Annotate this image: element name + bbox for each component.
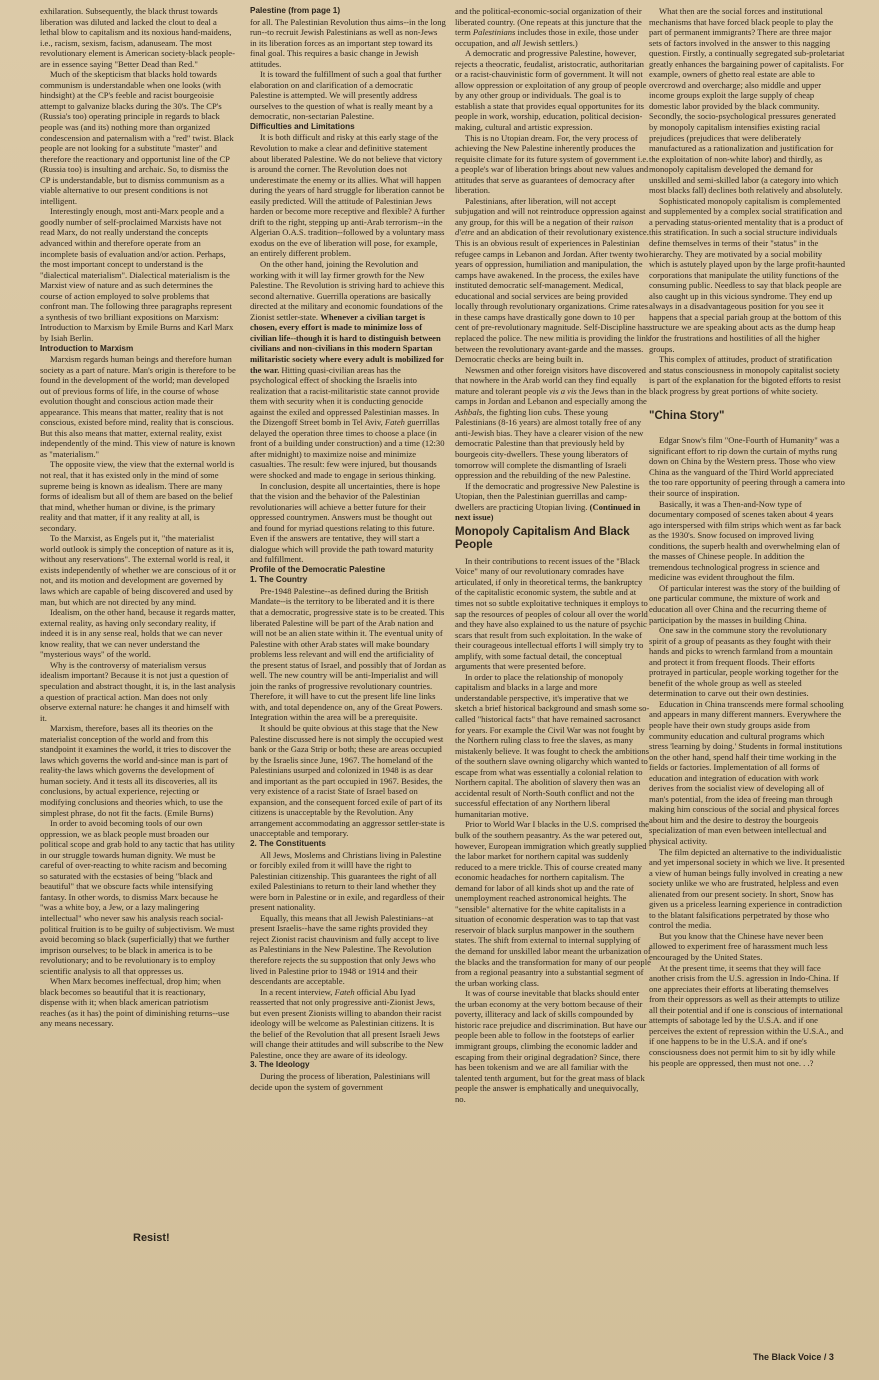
subheading-difficulties: Difficulties and Limitations <box>250 121 355 131</box>
italic-text-run: Palestinians <box>472 27 516 38</box>
paragraph: It was of course inevitable that blacks should enter the urban economy at the very bottom because of their poverty, illiteracy and lack of skills compounded by historic race prejudice and discrimination. But have our people been able to follow in the footsteps of earlier immigrant groups, climbing the economic ladder and escaping from their original degradation? Since, there has been tokenism and we are all familiar with the talented tenth argument, but for the great mass of black people the answer is emphatically and unequivocally, no. <box>455 988 647 1104</box>
text-run: Jewish settlers.) <box>520 37 578 48</box>
paragraph <box>250 259 446 480</box>
paragraph: Why is the controversy of materialism versus idealism important? Because it is not just a question of speculation and abstract thought, it is, in the last analysis a question of practical action. Man does not only observe external nature: he changes it and himself with it. <box>40 659 236 723</box>
paragraph: for all. The Palestinian Revolution thus aims--in the long run--to recruit Jewish Palestinians as well as non-Jews in its liberation forces as an important step toward its final goal. This requires a basic change in Jewish attitudes. <box>250 16 446 69</box>
paragraph: The opposite view, the view that the external world is not real, that it has existed only in the mind of some supreme being is known as idealism. There are many forms of idealism but all of them are based on the belief that mind, whether human or divine, is the primary reality and that matter, if it any reality at all, is secondary. <box>40 459 235 533</box>
paragraph: It is toward the fulfillment of such a goal that further elaboration on and clarification of a democratic Palestine is attempted. We will presently address ourselves to the question of what is really meant by a democratic, non-sectarian Palestine. <box>250 69 442 122</box>
italic-text-run: raison d'etre <box>455 216 634 238</box>
paragraph: It is both difficult and risky at this early stage of the Revolution to make a clear and definitive statement about liberated Palestine. We do not believe that victory is around the corner. The Revolution does not underestimate the enemy or its allies. What will happen during the years of hard struggle for liberation cannot be easily predicted. Will the attitude of Palestinian Jews harden or become more receptive and flexible? A further drift to the right, stepping up anti-Arab terrorism--in the Algerian O.A.S. tradition--followed by a voluntary mass exodus on the eve of liberation will pose, for example, an entirely different problem. <box>250 132 445 259</box>
italic-text-run: Fateh <box>384 417 405 428</box>
text-run: If the democratic and progressive New Palestine is Utopian, then the Palestinian guerrillas and camp-dwellers are practicing Utopian living. <box>455 480 640 512</box>
paragraph: To the Marxist, as Engels put it, "the materialist world outlook is simply the conception of nature as it is, without any reservations". The external world is real, it exists independently of whether we are conscious of it or not, and its motion and development are governed by laws which are capable of being discovered and used by man, but which are not directed by any mind. <box>40 533 236 607</box>
paragraph: At the present time, it seems that they will face another crisis from the U.S. agression in Indo-China. If one appreciates their efforts at liberating themselves from their oppressors as well as their attempts to utilize all their potential and if one is conscious of international attempts of sabotage led by the U.S.A. and if one perceives the extent of repression within the U.S.A., and if one happens to be in the U.S.A. and if one's consciousness does not permit him to sit by idly while his people are oppressed, then must not one. . .? <box>649 962 844 1068</box>
paragraph: This is no Utopian dream. For, the very process of achieving the New Palestine inherently produces the requisite climate for its future system of government i.e. a people's war of liberation brings about new values and attitudes that serve as guarantees of democracy after liberation. <box>455 132 649 196</box>
text-run: Hitting quasi-civilian areas has the psychological effect of shocking the Israelis into realization that a racist-militaristic state cannot provide them with security when it is conducting genocide against the exiled and oppressed Palestinian masses. In the Dizengoff Street bomb in Tel Aviv, <box>250 364 440 428</box>
paragraph: exhilaration. Subsequently, the black thrust towards liberation was diluted and lacked the clout to deal a lethal blow to capitalism and its noxious hand-maidens, i.e., racism, sexism, facism, adanuseam. The most revolutionary element is American society-black people-are in essence saying "Better Dead than Red." <box>40 6 235 69</box>
resist-caption: Resist! <box>133 1232 170 1244</box>
subheading-ideology: 3. The Ideology <box>250 1060 310 1070</box>
paragraph <box>455 6 651 48</box>
italic-text-run: Fateh <box>334 986 355 997</box>
italic-text-run: Ashbals <box>455 406 483 417</box>
headline-china-story: "China Story" <box>649 410 725 423</box>
paragraph <box>455 365 651 481</box>
paragraph: It should be quite obvious at this stage that the New Palestine discussed here is not simply the occupied west bank or the Gaza Strip or both; these are areas occupied by the Israelis since June, 1967. The homeland of the Palestinians usurped and colonized in 1948 is as dear and important as the part occupied in 1967. Besides, the very existence of a racist State of Israel based on expansion, and the consequent forced exile of part of its citizens is unacceptable by the Revolution. Any arrangement accommodating an aggressor settler-state is unacceptable and temporary. <box>250 723 445 839</box>
paragraph: What then are the social forces and institutional mechanisms that have forced black people to play the part of permanent immigrants? There are three major sets of factors involved in the answer to this nagging question. Firstly, a continually segregated sub-proletariat greatly enhances the bargaining power of capitalists. For example, owners of ghetto real estate are able to overcrowd and overcharge; also middle and upper income groups exploit the large supply of cheap domestic labor provided by the black community. Secondly, the socio-psychological pressures generated by monopoly capitalism intensifies existing racial prejudices (prejudices that were deliberately manufactured as a rationalization and justification for the exploitation of non-white labor) and thirdly, as monopoly capitalism developed the demand for unskilled and semi-skilled labor (a category into which most blacks fall) declines both relatively and absolutely. <box>649 6 845 196</box>
text-run: On the other hand, joining the Revolution and working with it will lay firmer growth for the New Palestine. The Revolution is striving hard to achieve this second alternative. Guerrilla operations are basically directed at the military and economic foundations of the Zionist settler-state. <box>250 259 445 322</box>
paragraph: Sophisticated monopoly capitalism is complemented and supplemented by a complex social stratification and a pervading status-oriented mentality that is a product of this stratification. In such a social structure individuals define themselves in terms of their "status" in the hierarchy. They are motivated by a social mobility which is astutely played upon by the large profit-haunted corporations that manipulate the utility functions of the consuming public. Needless to say that black people are also caught up in this vicious syndrome. They end up always in a disadvantageous position for you see it happens that a special pariah group at the bottom of this structure we are speaking about acts as the dump heap for the frustrations and hostilities of all the higher groups. <box>649 195 846 354</box>
continued-from-label: Palestine (from page 1) <box>250 6 341 15</box>
page-footer: The Black Voice / 3 <box>753 1352 834 1362</box>
paragraph: When Marx becomes ineffectual, drop him; when black becomes so beautiful that it is reactionary, dispense with it; when black american patriotism reaches (as it has) the point of diminishing returns--use any means necessary. <box>40 976 230 1029</box>
paragraph: During the process of liberation, Palestinians will decide upon the system of government <box>250 1070 431 1092</box>
paragraph <box>455 481 651 523</box>
paragraph: But you know that the Chinese have never been allowed to experiment free of harassment much less encouraged by the United States. <box>649 930 828 963</box>
text-run: Newsmen and other foreign visitors have discovered that nowhere in the Arab world can they find equally mature and tolerant people <box>455 364 646 396</box>
paragraph: This complex of attitudes, product of stratification and status consciousness in monopoly capitalist society is part of the explanation for the bigoted efforts to resist black progress by great portions of white society. <box>649 354 841 396</box>
paragraph: Pre-1948 Palestine--as defined during the British Mandate--is the territory to be liberated and it is there that a democratic, progressive state is to be created. This liberated Palestine will be part of the Arab nation and will not be an alien state within it. The eventual unity of Palestine with other Arab states will make boundary problems less relevant and will end the artificiality of the present status of Israel, and possibly that of Jordan as well. The new country will be anti-Imperialist and will join the ranks of progressive revolutionary countries. Therefore, it will have to cut the present life line links with, and total dependence on, any of the Great Powers. Integration within the area will be a prerequisite. <box>250 585 446 723</box>
column-2 <box>250 6 446 1376</box>
text-run: In a recent interview, <box>260 986 335 997</box>
paragraph: A democratic and progressive Palestine, however, rejects a theocratic, feudalist, aristocratic, authoritarian or a racist-chauvinistic form of government. It will not allow oppression or exploitation of any group of people by any other group or individuals. The goal is to establish a state that provides equal opportunites for its people in work, worship, education, political decision-making, cultural and artistic expression. <box>455 48 647 133</box>
paragraph: Education in China transcends mere formal schooling and appears in many different manners. Everywhere the people have their own study groups aside from community education and cultural programs which stress 'learning by doing.' Students in formal institutions on the other hand, spend half their time working in the fields or factories. Implementation of all forms of education and integration of education with work derives from the socialist view of developing all of man's potential, from the idea of freeing man through making him conscious of the social and physical forces about him and the desire to destroy the bourgeois specialization of man even between intellectual and physical activity. <box>649 698 844 847</box>
paragraph: Of particular interest was the story of the building of one particular commune, the mixture of work and education all over China and the recurring theme of participation by the masses in building China. <box>649 582 841 625</box>
paragraph: Marxism, therefore, bases all its theories on the materialist conception of the world and from this standpoint it examines the world, it tries to discover the laws which governs the world and-since man is part of reality-the laws which governs the development of human society. And it tests all its discoveries, all its conclusions, by actual experience, rejecting or modifying conclusions and theories which, to use the simplest phrase, do not fit the facts. (Emile Burns) <box>40 723 231 818</box>
paragraph <box>250 987 446 1061</box>
paragraph: The film depicted an alternative to the individualistic and yet impersonal society in which we live. It presented a view of human beings fully involved in creating a new society unlike we who are frustrated, helpless and even alienated from our present society. In short, Snow has given us a priceless learning experience in contradiction to the blatant falsifications perpetrated by those who control the media. <box>649 846 845 931</box>
text-run: guerrillas delayed the operation three times to choose a place (in front of a building under construction) and a time (12:30 after midnight) to maximize noise and minimize casualties. The result: few were injured, but thousands were shocked and made to engage in serious thinking. <box>250 417 445 480</box>
paragraph: Idealism, on the other hand, because it regards matter, external reality, as having only secondary reality, if indeed it is in any sense real, holds that we can never know reality, that we can never understand the "mysterious ways" of the world. <box>40 607 236 660</box>
paragraph: Prior to World War I blacks in the U.S. comprised the bulk of the southern peasantry. As the war petered out, however, European immigration which greatly supplied the labor market for northern capital was suddenly reduced to a mere trickle. This of course created many economic headaches for northern capitalism. The demand for labor of all kinds shot up and the rate of unemployment reached astronomical heights. The "sensible" alternative for the white capitalists in a situation of economic desperation was to tap that vast reservoir of black surplus manpower in the southern states. The shift from external to internal supplying of the demand for unskilled labor meant the urbanization of the blacks and the transformation for many of our people from a regional peasantry into a substantial segment of the urban working class. <box>455 819 651 988</box>
text-run: , the fighting lion cubs. These young Palestinians (8-16 years) are almost totally free of any anti-Jewish bias. They have a clearer vision of the new democratic Palestine than that previously held by bourgeois city-dwellers. These young liberators of tomorrow will complete the dismantling of Israeli oppression and the rebuilding of the new Palestine. <box>455 406 644 481</box>
text-run: the Jews than in the camps in Jordan and Lebanon and especially among the <box>455 385 647 407</box>
headline-monopoly-capitalism: Monopoly Capitalism And Black People <box>455 525 630 551</box>
paragraph: Equally, this means that all Jewish Palestinians--at present Israelis--have the same rights provided they reject Zionist racist chauvinism and fully accept to live as Palestinians in the New Palestine. The Revolution therefore rejects the su suppostion that only Jews who lived in Palestine prior to 1948 or 1914 and their descendants are acceptable. <box>250 912 439 987</box>
paragraph: In order to place the relationship of monopoly capitalism and blacks in a large and more understandable perspective, it's imperative that we sketch a brief historical background and smash some so-called "historical facts" that have remained sacrosanct for years. For example the Civil War was not fought by the Northern ruling class to free the slaves, as many mistakenly believe. It was fought to check the ambitions of the southern slave owning oligarchy which wanted to escape from what was essentially a colonial relation to Northern capital. The abolition of slavery then was an accidental result of North-South conflict and not the successful effectation of any Northern liberal humanitarian motive. <box>455 671 650 819</box>
subheading-country: 1. The Country <box>250 575 308 585</box>
paragraph: One saw in the commune story the revolutionary spirit of a group of peasants as they fought with their hands and picks to wrench farmland from a mountain and protect it from frequent floods. Their efforts protrayed in particular, people working together for the benefit of the whole group as well as steeled determination to carve out their own destinies. <box>649 625 839 699</box>
text-run: Palestinians, after liberation, will not accept subjugation and will not reintroduce oppression against any group, for this will be a negation of their <box>455 195 646 227</box>
italic-text-run: vis a vis <box>549 385 577 396</box>
column-1 <box>40 6 236 1029</box>
subheading-constituents: 2. The Constituents <box>250 839 326 849</box>
paragraph <box>455 196 651 365</box>
continued-label: (Continued in next issue) <box>455 501 641 523</box>
text-run: and the political-economic-social organization of their liberated country. (One repeats at this juncture that the term <box>455 6 642 38</box>
paragraph: Much of the skepticism that blacks hold towards communism is understandable when one looks (with hindsight) at the CP's feeble and racist bourgeoisie attempt to galvanize blacks during the 30's. The CP's (Russia's too) operating principle in regards to black people was (and its) nothing more than organized condescension and paternalism with a "red" twist. Black people are not looking for a substitute "master" and therefore the reactionary and opportunist line of the CP (Russia too) is insulting and archaic. So, to dismiss the CP is understandable, but to dismiss communism as a viable alternative to our present conditions is not intelligent. <box>40 69 234 206</box>
paragraph: Interestingly enough, most anti-Marx people and a goodly number of self-proclaimed Marxists have not read Marx, do not really understand the concepts advanced within and therefore operate from an incomplete basis of evaluation and/or action. Perhaps, the most important concept to understand is the "dialectical materialism". Dialectical materialism is the Marxist view of nature and as such determines the course of action employed to solve problems that confront man. The following three paragraphs represent a synthesis of two brilliant expositions on Marxism: Introduction to Marxism by Emile Burns and Karl Marx by Isiah Berlin. <box>40 206 234 343</box>
subheading-introduction-to-marxism: Introduction to Marxism <box>40 343 134 353</box>
subheading-profile: Profile of the Democratic Palestine <box>250 564 386 574</box>
italic-text-run: all <box>511 37 521 48</box>
paragraph: Edgar Snow's film "One-Fourth of Humanity" was a significant effort to rip down the curtain of myths rung down on China by the Western press. Those who view China as the vanguard of the Third World appreciated the too rare opportunity of peering through a camera into their source of inspiration. <box>649 435 845 498</box>
paragraph: Marxism regards human beings and therefore human society as a part of nature. Man's origin is therefore to be found in the development of the world; man developed out of previous forms of life, in the course of whose evolution thought and conscious action made their appearance. This means that matter, reality that is not conscious, existed before mind, reality that is conscious. But this also means that matter, external reality, exist independently of the mind. This view of nature is known as "materialism." <box>40 354 236 459</box>
text-run: official Abu Iyad reasserted that not only progressive anti-Zionist Jews, but even present Zionists willing to abandon their racist ideology will be welcome as Palestinian citizens. It is the belief of the Revolution that all present Israeli Jews will change their attitudes and will subscribe to the New Palestine, once they are aware of its ideology. <box>250 986 444 1060</box>
column-4 <box>649 6 845 1346</box>
column-3 <box>455 6 651 1371</box>
paragraph: All Jews, Moslems and Christians living in Palestine or forcibly exiled from it willl have the right to Palestinian citizenship. This guarantees the right of all exiled Palestinians to return to their land whether they were born in Palestine or in exile, and regardless of their present nationality. <box>250 849 445 913</box>
text-run: and an abdication of their revolutionary existence. This is an obvious result of experiences in Palestinian refugee camps in Lebanon and Jordan. After twenty two years of oppression, humiliation and manipulation, the camps have awakened. In the process, the exiles have instituted democratic self-management. Medical, educational and social services are being provided locally through revolutionary organizations. Crime rates in these camps have drastically gone down to 10 per cent of pre-revolutionary magnitude. Self-Discipline has replaced the police. The new militia is providing the link between the revolutionary avant-garde and the masses. Democratic checks are being built in. <box>455 227 651 365</box>
paragraph: In conclusion, despite all uncertainties, there is hope that the vision and the behavior of the Palestinian revolutionaries will achieve a better future for their oppressed countrymen. Answers must be thought out and found for myriad questions relating to this future. Even if the answers are tentative, they will start a dialogue which will provide the path toward maturity and fulfillment. <box>250 480 441 565</box>
paragraph: Basically, it was a Then-and-Now type of documentary composed of scenes taken about 4 years ago interspersed with film strips which went as far back as the 1930's. Snow focused on improved living conditions, the superb health and overwhelming elan of the masses of Chinese people. In addition the tremendous technological progress in science and medicine was evident throughout the film. <box>649 498 842 583</box>
text-run: includes those in exile, those under occupation, and <box>455 27 639 48</box>
bold-text-run: Whenever a civilian target is chosen, every effort is made to minimize loss of civilian life--though it is hard to distinguish between civilians and non-civilians in this modern Spartan militaristic society where every adult is mobilized for the war. <box>250 311 444 375</box>
paragraph: In their contributions to recent issues of the "Black Voice" many of our revolutionary comrades have articulated, if only in theoretical terms, the bankruptcy of the capitalistic economic system, the subtle and at times not so subtle exploitative techniques it employs to sap the resources of peoples of colour all over the world and they have also explained to us the nature of psychic scars that result from such exploitation. In the wake of their courageous intellectual efforts I will simply try to amplify, with some factual detail, the conceptual arguments that were presented before. <box>455 555 648 672</box>
paragraph: In order to avoid becoming tools of our own oppression, we as black people must broaden our political scope and grab hold to any tactic that has utility in our struggle towards human dignity. We must be careful of over-reacting to white racism and becoming so saturated with the ecstasies of being "black and beautiful" that we obscure facts while intensifying fantasy. In other words, to dismiss Marx because he "was a white boy, a Jew, or a lazy malingering intellectual" who never saw his analysis reach social-political fruition is to be guilty of subjectivism. We must avoid becoming so black (superficially) that we further imprison ourselves; to be black in america is to be revolutionary; and to be revolutionary is to employ scientific analysis to all that oppresses us. <box>40 818 235 976</box>
